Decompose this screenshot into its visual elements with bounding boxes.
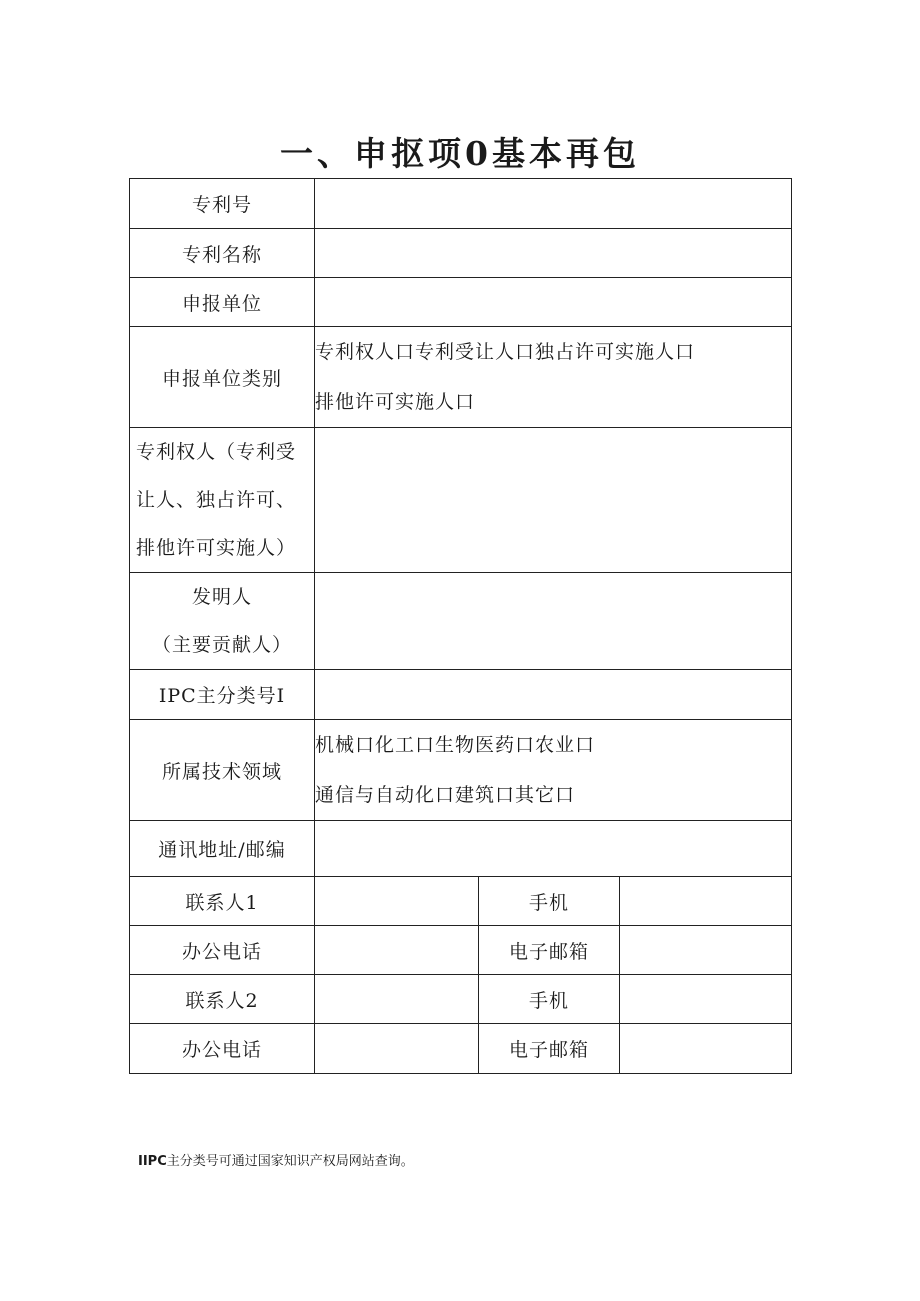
row-applicant [130, 278, 792, 327]
inventor-label-line2: （主要贡献人） [151, 634, 292, 656]
contact2-field[interactable] [315, 975, 479, 1024]
inventor-field[interactable] [315, 573, 792, 670]
ipc-label: IPC主分类号I [130, 670, 315, 720]
office-phone2-field[interactable] [315, 1024, 479, 1074]
patentee-label-line3: 排他许可实施人） [136, 537, 297, 559]
footnote-prefix: IIPC [138, 1154, 167, 1169]
inventor-label-line1: 发明人 [191, 586, 252, 608]
email2-label: 电子邮箱 [479, 1024, 620, 1074]
tech-field-options-line1[interactable]: 机械口化工口生物医药口农业口 [315, 734, 596, 756]
patent-no-field[interactable] [315, 179, 792, 229]
applicant-type-options-line1[interactable]: 专利权人口专利受让人口独占许可实施人口 [315, 341, 696, 363]
applicant-label: 申报单位 [130, 278, 315, 327]
email1-label: 电子邮箱 [479, 926, 620, 975]
tech-field-label: 所属技术领域 [130, 720, 315, 821]
row-ipc [130, 670, 792, 720]
row-contact1 [130, 877, 792, 926]
footnote-text: 主分类号可通过国家知识产权局网站查询。 [166, 1154, 414, 1169]
address-label: 通讯地址/邮编 [130, 821, 315, 877]
row-patentee [130, 428, 792, 573]
office-phone1-label: 办公电话 [130, 926, 315, 975]
patent-no-label: 专利号 [130, 179, 315, 229]
tech-field-options[interactable] [315, 720, 792, 821]
row-applicant-type [130, 327, 792, 428]
contact2-label: 联系人2 [130, 975, 315, 1024]
office-phone1-field[interactable] [315, 926, 479, 975]
tech-field-options-line2[interactable]: 通信与自动化口建筑口其它口 [315, 784, 576, 806]
applicant-field[interactable] [315, 278, 792, 327]
row-office-phone1 [130, 926, 792, 975]
row-office-phone2 [130, 1024, 792, 1074]
row-inventor [130, 573, 792, 670]
address-field[interactable] [315, 821, 792, 877]
mobile2-label: 手机 [479, 975, 620, 1024]
row-patent-no [130, 179, 792, 229]
email1-field[interactable] [620, 926, 792, 975]
office-phone2-label: 办公电话 [130, 1024, 315, 1074]
inventor-label [130, 573, 315, 670]
patentee-label-line2: 让人、独占许可、 [136, 489, 297, 511]
row-patent-name [130, 229, 792, 278]
patent-name-label: 专利名称 [130, 229, 315, 278]
patentee-field[interactable] [315, 428, 792, 573]
mobile1-label: 手机 [479, 877, 620, 926]
applicant-type-options[interactable] [315, 327, 792, 428]
mobile2-field[interactable] [620, 975, 792, 1024]
patentee-label-line1: 专利权人（专利受 [136, 441, 297, 463]
ipc-field[interactable] [315, 670, 792, 720]
declaration-form-table [129, 178, 792, 1074]
mobile1-field[interactable] [620, 877, 792, 926]
patent-name-field[interactable] [315, 229, 792, 278]
email2-field[interactable] [620, 1024, 792, 1074]
applicant-type-options-line2[interactable]: 排他许可实施人口 [315, 391, 476, 413]
row-address [130, 821, 792, 877]
patentee-label [130, 428, 315, 573]
footnote [138, 1150, 414, 1169]
row-contact2 [130, 975, 792, 1024]
contact1-field[interactable] [315, 877, 479, 926]
row-tech-field [130, 720, 792, 821]
page-title: 一、申抠项0基本再包 [280, 134, 640, 173]
applicant-type-label: 申报单位类别 [130, 327, 315, 428]
contact1-label: 联系人1 [130, 877, 315, 926]
